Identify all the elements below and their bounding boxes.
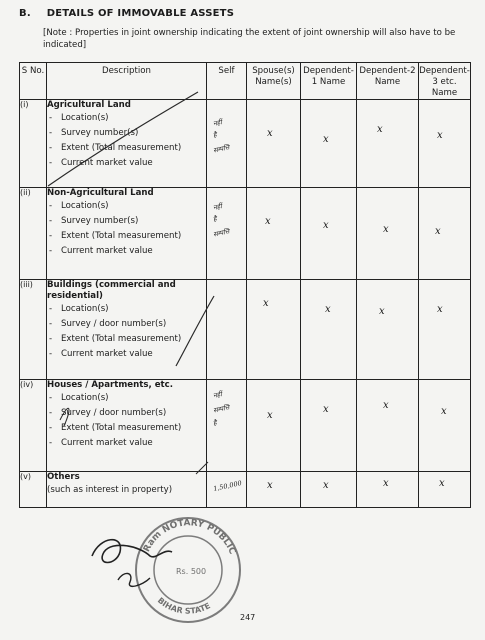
table-row — [20, 188, 471, 280]
dependent-3-cell — [419, 380, 471, 472]
list-item: - Survey / door number(s) — [47, 319, 206, 330]
row-description — [47, 472, 207, 508]
handwritten-note: नहीं — [212, 118, 223, 128]
spouse-cell — [247, 100, 301, 188]
row-sno: (ii) — [20, 188, 47, 280]
list-item: - Location(s) — [47, 113, 206, 124]
list-item: - Extent (Total measurement) — [47, 423, 206, 434]
stamp-top-text: Ram NOTARY PUBLIC — [142, 518, 238, 556]
handwritten-note: सम्पत्ति — [212, 143, 231, 155]
list-item: - Location(s) — [47, 201, 206, 212]
stamp-inner-ring — [154, 536, 222, 604]
notary-stamp — [136, 518, 240, 622]
cross-mark: x — [323, 134, 329, 145]
dependent-2-cell — [357, 100, 419, 188]
cross-mark: x — [267, 410, 273, 421]
row-title: Others — [47, 472, 80, 482]
list-item: - Current market value — [47, 158, 206, 169]
row-sno: (v) — [20, 472, 47, 508]
cross-mark: x — [377, 124, 383, 135]
header-dependent-1: Dependent-1 Name — [301, 63, 357, 100]
cross-mark: x — [325, 304, 331, 315]
cross-mark: x — [435, 226, 441, 237]
cross-mark: x — [267, 128, 273, 139]
dependent-2-cell — [357, 472, 419, 508]
table-row — [20, 100, 471, 188]
handwritten-note: नहीं — [212, 390, 223, 400]
spouse-cell — [247, 472, 301, 508]
dependent-3-cell — [419, 280, 471, 380]
dependent-2-cell — [357, 280, 419, 380]
dependent-3-cell — [419, 188, 471, 280]
list-item: - Location(s) — [47, 393, 206, 404]
handwritten-note: नहीं — [212, 202, 223, 212]
row-title: Non-Agricultural Land — [47, 188, 154, 198]
list-item: - Current market value — [47, 246, 206, 257]
row-sno: (i) — [20, 100, 47, 188]
dependent-3-cell — [419, 100, 471, 188]
row-description — [47, 280, 207, 380]
immovable-assets-table — [19, 62, 471, 508]
stamp-inner-text: Rs. 500 — [176, 567, 207, 576]
signature-initials — [118, 573, 150, 586]
section-note: [Note : Properties in joint ownership indicating the extent of joint ownership will also have to be indicated] — [43, 28, 456, 50]
cross-mark: x — [323, 480, 329, 491]
stamp-bottom-text: BIHAR STATE — [155, 595, 212, 616]
handwritten-note: है — [212, 418, 218, 428]
row-sno: (iii) — [20, 280, 47, 380]
header-description: Description — [47, 63, 207, 100]
list-item: - Current market value — [47, 349, 206, 360]
stamp-outer-ring — [136, 518, 240, 622]
handwritten-note: सम्पत्ति — [212, 227, 231, 239]
self-cell — [207, 380, 247, 472]
row-sno: (iv) — [20, 380, 47, 472]
cross-mark: x — [379, 306, 385, 317]
dependent-1-cell — [301, 100, 357, 188]
list-item: - Current market value — [47, 438, 206, 449]
list-item: - Survey / door number(s) — [47, 408, 206, 419]
cross-mark: x — [323, 220, 329, 231]
signature — [92, 540, 172, 563]
list-item: - Survey number(s) — [47, 216, 206, 227]
header-spouse: Spouse(s) Name(s) — [247, 63, 301, 100]
row-title: Buildings (commercial and residential) — [47, 280, 176, 301]
cross-mark: x — [437, 304, 443, 315]
list-item: - Extent (Total measurement) — [47, 334, 206, 345]
self-cell — [207, 472, 247, 508]
spouse-cell — [247, 280, 301, 380]
section-number: B. — [19, 8, 31, 19]
list-item: - Location(s) — [47, 304, 206, 315]
section-title: DETAILS OF IMMOVABLE ASSETS — [46, 8, 235, 19]
cross-mark: x — [439, 478, 445, 489]
table-header-row — [20, 63, 471, 100]
cross-mark: x — [437, 130, 443, 141]
row-description — [47, 100, 207, 188]
row-description — [47, 380, 207, 472]
dependent-2-cell — [357, 380, 419, 472]
header-dependent-2: Dependent-2 Name — [357, 63, 419, 100]
dependent-2-cell — [357, 188, 419, 280]
dependent-1-cell — [301, 472, 357, 508]
dependent-1-cell — [301, 188, 357, 280]
cross-mark: x — [441, 406, 447, 417]
cross-mark: x — [383, 400, 389, 411]
header-self: Self — [207, 63, 247, 100]
cross-mark: x — [323, 404, 329, 415]
cross-mark: x — [267, 480, 273, 491]
handwritten-amount: 1,50,000 — [212, 479, 243, 493]
header-sno: S No. — [20, 63, 47, 100]
cross-mark: x — [263, 298, 269, 309]
handwritten-note: है — [212, 214, 218, 224]
dependent-3-cell — [419, 472, 471, 508]
dependent-1-cell — [301, 380, 357, 472]
cross-mark: x — [265, 216, 271, 227]
spouse-cell — [247, 380, 301, 472]
cross-mark: x — [383, 224, 389, 235]
table-row — [20, 472, 471, 508]
section-heading — [19, 8, 234, 19]
self-cell — [207, 100, 247, 188]
row-title: Houses / Apartments, etc. — [47, 380, 174, 390]
dependent-1-cell — [301, 280, 357, 380]
cross-mark: x — [383, 478, 389, 489]
self-cell — [207, 188, 247, 280]
row-subtitle: (such as interest in property) — [47, 485, 173, 495]
table-row — [20, 380, 471, 472]
table-row — [20, 280, 471, 380]
list-item: - Extent (Total measurement) — [47, 143, 206, 154]
self-cell — [207, 280, 247, 380]
page-number: 247 — [240, 613, 256, 622]
handwritten-note: है — [212, 130, 218, 140]
list-item: - Extent (Total measurement) — [47, 231, 206, 242]
handwritten-note: सम्पत्ति — [212, 403, 231, 415]
row-description — [47, 188, 207, 280]
header-dependent-3: Dependent-3 etc. Name — [419, 63, 471, 100]
list-item: - Survey number(s) — [47, 128, 206, 139]
spouse-cell — [247, 188, 301, 280]
row-title: Agricultural Land — [47, 100, 131, 110]
